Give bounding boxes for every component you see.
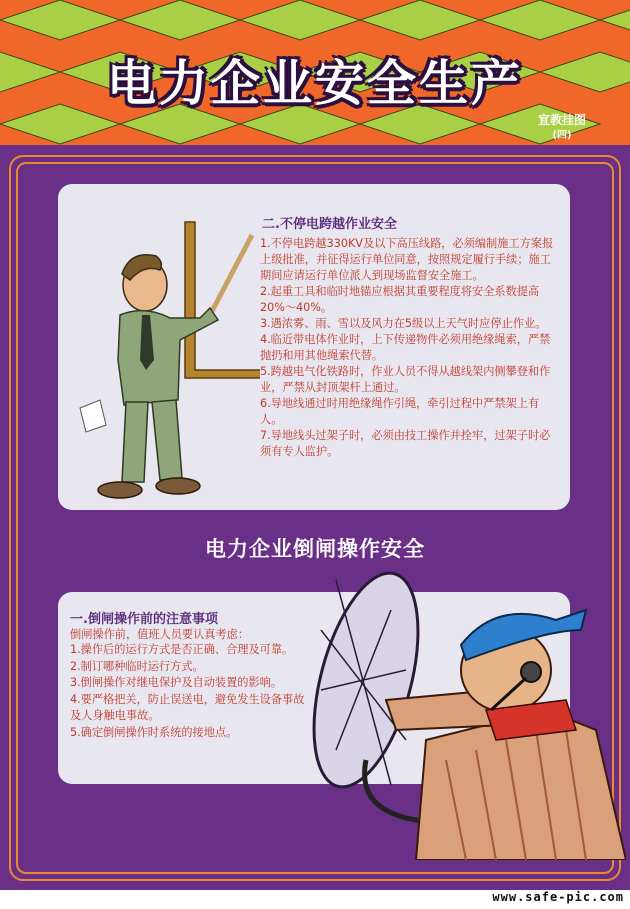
list-item: 3.倒闸操作对继电保护及自动装置的影响。: [70, 676, 283, 689]
list-item: 5.跨越电气化铁路时，作业人员不得从越线架内侧攀登和作业，严禁从封顶架杆上通过。: [260, 365, 551, 394]
section-two-intro: 倒闸操作前，值班人员要认真考虑：: [70, 628, 250, 641]
footer-url: www.safe-pic.com: [492, 890, 624, 904]
operator-illustration: [296, 560, 626, 860]
section-two-heading: 一.倒闸操作前的注意事项: [70, 612, 218, 627]
list-item: 6.导地线通过时用绝缘绳作引绳，牵引过程中严禁架上有人。: [260, 397, 540, 426]
middle-title: 电力企业倒闸操作安全: [205, 537, 425, 561]
list-item: 2.制订哪种临时运行方式。: [70, 659, 204, 673]
list-item: 2.起重工具和临时地锚应根据其重要程度将安全系数提高20%～40%。: [260, 285, 540, 314]
section-two-list: [70, 642, 310, 741]
poster-title: 电力企业安全生产: [106, 55, 523, 112]
poster-subtitle: [538, 113, 586, 143]
subtitle-label: 宣教挂图: [537, 113, 586, 127]
list-item: 1.不停电跨越330KV及以下高压线路，必须编制施工方案报上级批准，并征得运行单位同意，按照规定履行手续；施工期间应请运行单位派人到现场监督安全施工。: [260, 237, 554, 282]
list-item: 4.临近带电体作业时，上下传递物件必须用绝缘绳索，严禁抛扔和用其他绳索代替。: [260, 333, 551, 362]
section-one-list: [260, 236, 560, 460]
subtitle-number: (四): [552, 130, 572, 141]
list-item: 4.要严格把关，防止误送电，避免发生设备事故及人身触电事故。: [70, 692, 305, 722]
teacher-illustration: [60, 210, 260, 510]
list-item: 1.操作后的运行方式是否正确、合理及可靠。: [70, 643, 294, 656]
header-banner: [0, 0, 630, 145]
section-one-heading: 二.不停电跨越作业安全: [262, 217, 397, 232]
list-item: 7.导地线头过架子时，必须由技工操作并拴牢，过架子时必须有专人监护。: [260, 429, 551, 458]
list-item: 5.确定倒闸操作时系统的接地点。: [70, 725, 238, 739]
list-item: 3.遇浓雾、雨、雪以及风力在5级以上天气时应停止作业。: [260, 317, 547, 330]
